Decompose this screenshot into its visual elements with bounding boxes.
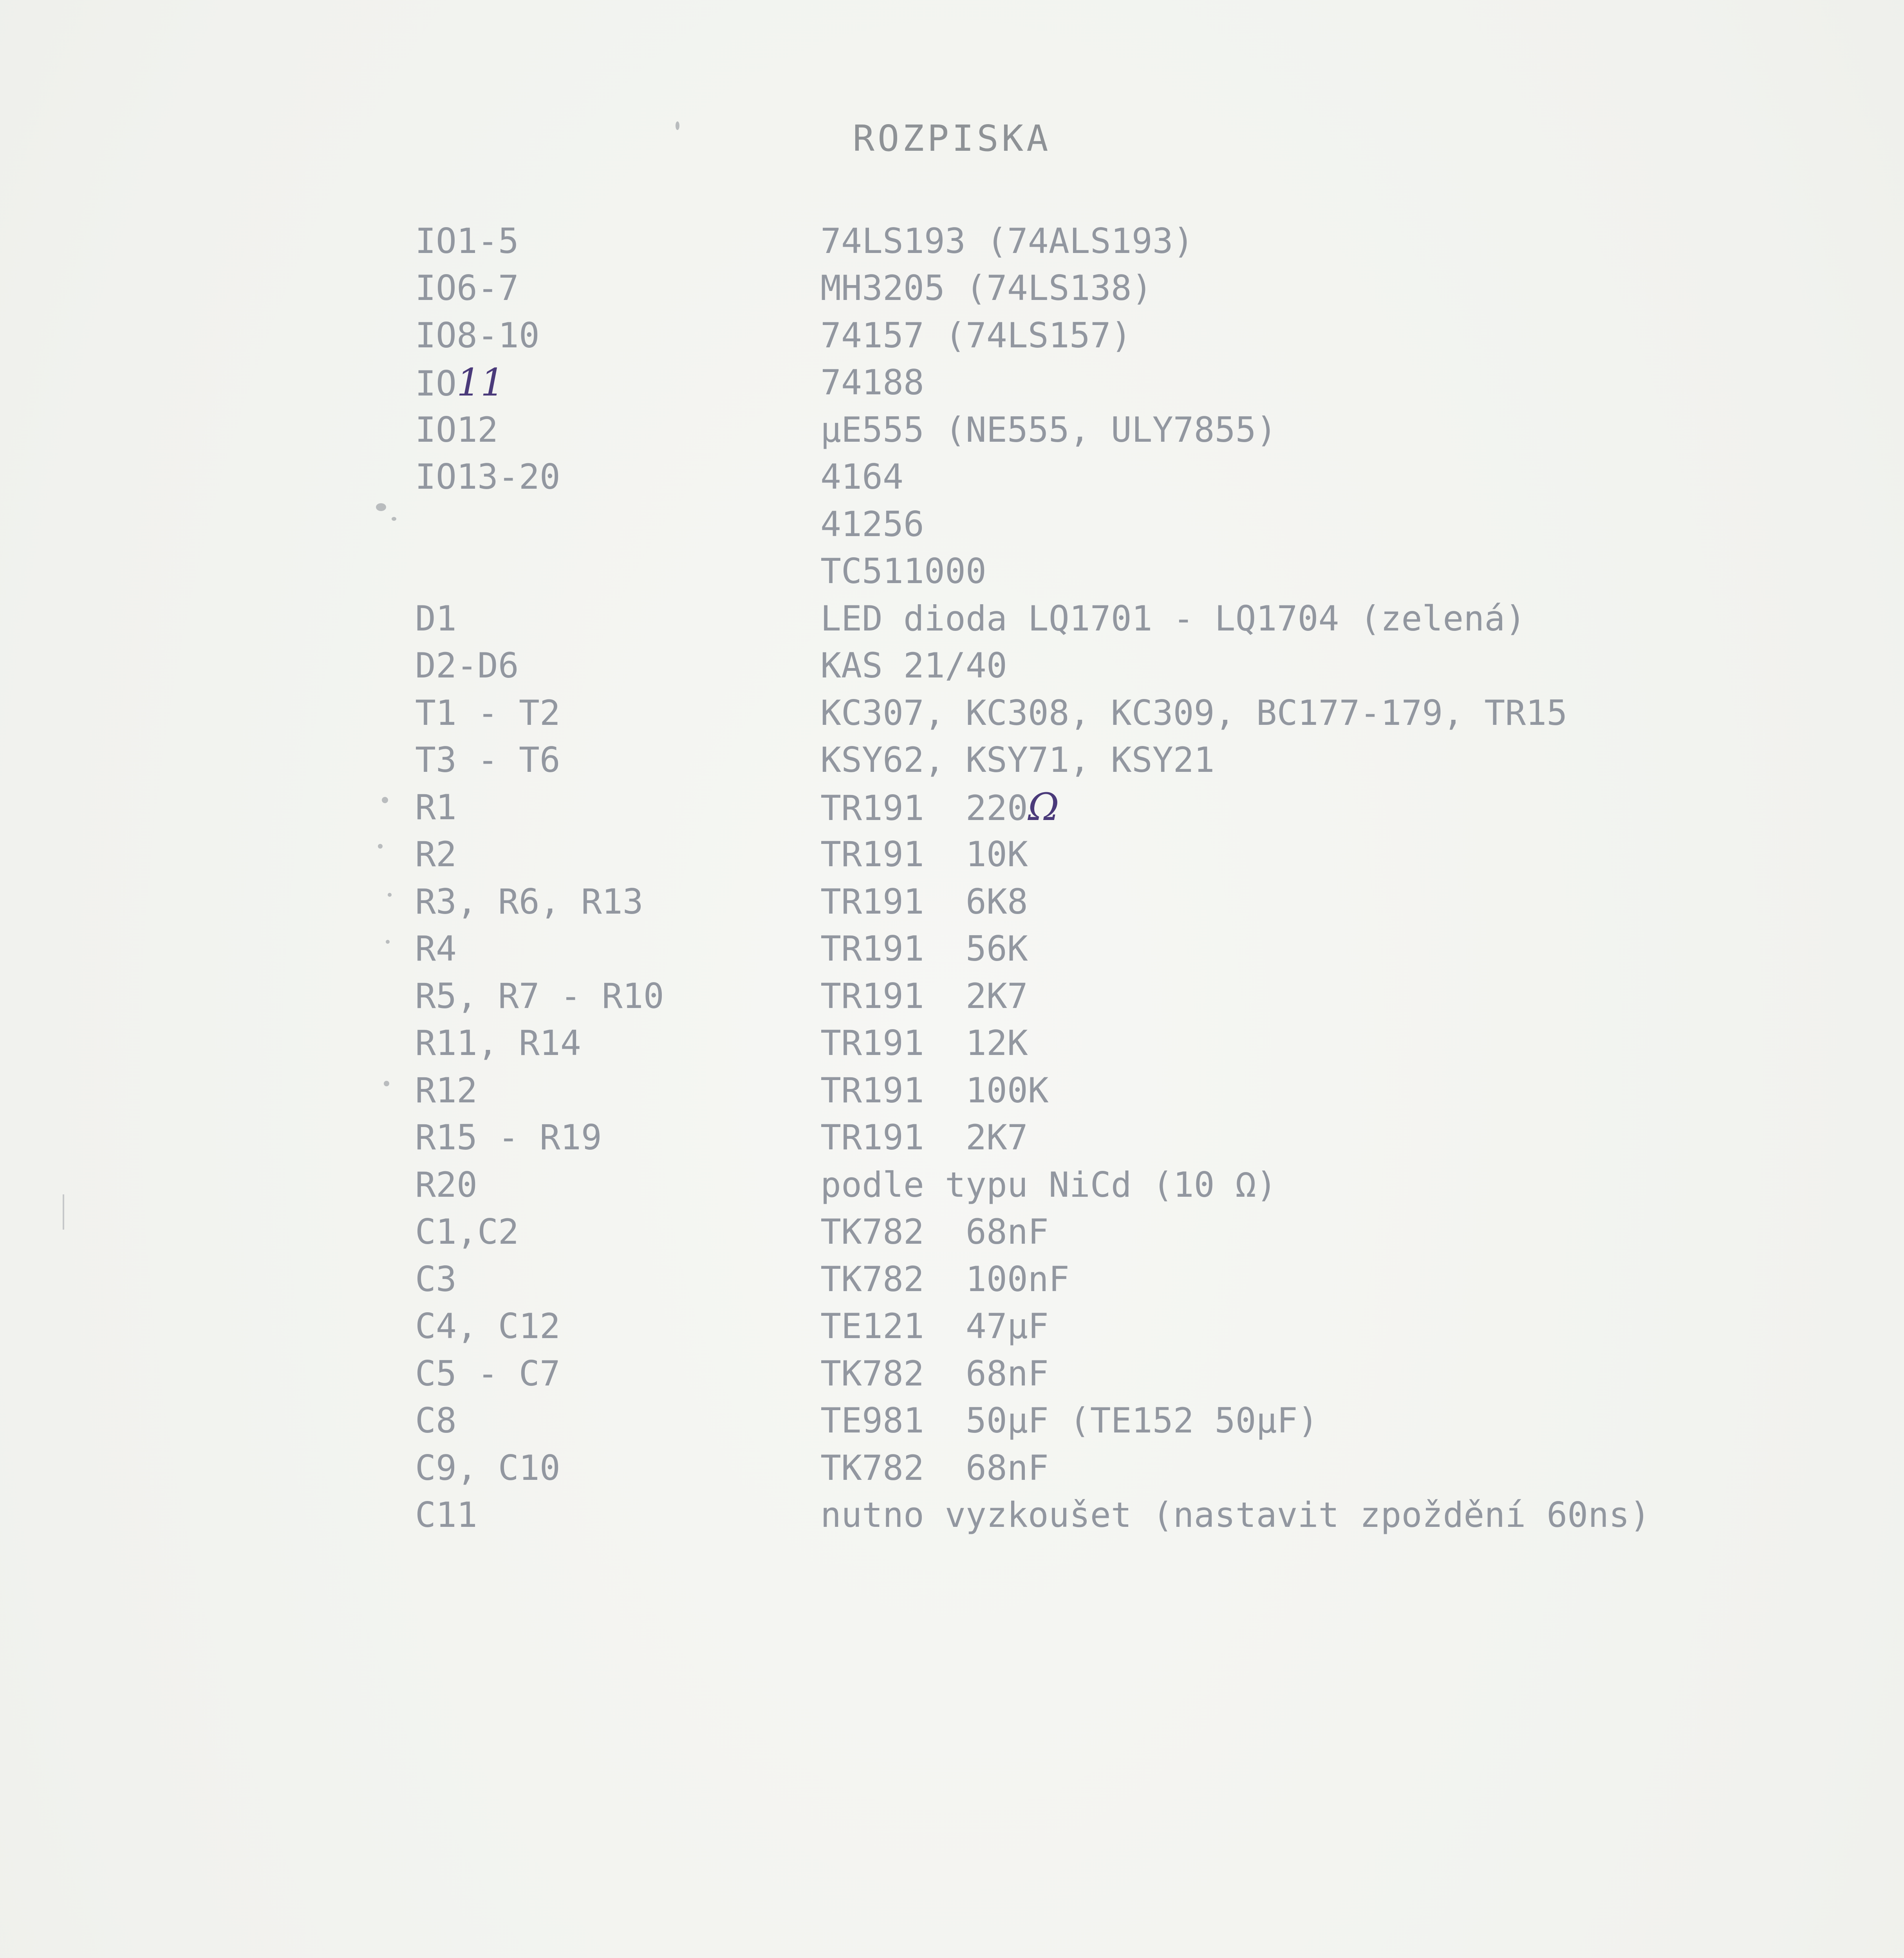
paper-speck — [382, 797, 388, 803]
part-value: TR191 100K — [820, 1070, 1049, 1111]
part-reference: C4, C12 — [415, 1306, 560, 1347]
parts-row — [415, 548, 1825, 595]
parts-row — [415, 312, 1825, 359]
part-reference: C3 — [415, 1259, 457, 1299]
part-reference: R2 — [415, 834, 457, 875]
margin-mark — [63, 1194, 64, 1230]
parts-row — [415, 878, 1825, 925]
part-value: nutno vyzkoušet (nastavit zpoždění 60ns) — [820, 1495, 1651, 1535]
part-value: MH3205 (74LS138) — [820, 268, 1153, 309]
part-reference-corrected — [415, 361, 820, 405]
parts-row — [415, 831, 1825, 878]
parts-row — [415, 784, 1825, 831]
part-reference: IO8-10 — [415, 315, 540, 356]
parts-row — [415, 689, 1825, 737]
parts-row — [415, 1397, 1825, 1445]
parts-row — [415, 595, 1825, 642]
parts-row — [415, 217, 1825, 265]
part-value: 4164 — [820, 457, 903, 497]
part-reference: D1 — [415, 598, 457, 639]
part-reference: C5 - C7 — [415, 1353, 560, 1394]
parts-row — [415, 453, 1825, 501]
paper-speck — [392, 517, 396, 521]
paper-speck — [676, 121, 679, 130]
parts-row — [415, 1161, 1825, 1208]
part-reference: R20 — [415, 1164, 477, 1205]
part-reference: D2-D6 — [415, 645, 519, 686]
part-value: TE121 47µF — [820, 1306, 1049, 1347]
parts-row — [415, 1020, 1825, 1067]
parts-list — [415, 217, 1825, 1539]
part-value: podle typu NiCd (10 Ω) — [820, 1164, 1277, 1205]
part-value: 74157 (74LS157) — [820, 315, 1132, 356]
part-value: KC307, KC308, KC309, BC177-179, TR15 — [820, 692, 1568, 733]
part-reference: T1 - T2 — [415, 692, 560, 733]
part-reference: R11, R14 — [415, 1023, 581, 1064]
document-title: ROZPISKA — [853, 117, 1051, 159]
part-reference: R3, R6, R13 — [415, 881, 643, 922]
part-value: TK782 68nF — [820, 1353, 1049, 1394]
paper-speck — [376, 503, 386, 511]
part-reference: R5, R7 - R10 — [415, 975, 664, 1016]
part-value: TR191 2K7 — [820, 1117, 1028, 1158]
part-reference-printed: IO — [415, 363, 457, 404]
part-reference: C1,C2 — [415, 1212, 519, 1252]
paper-speck — [386, 940, 390, 944]
part-value: TR191 6K8 — [820, 881, 1028, 922]
parts-row — [415, 1067, 1825, 1114]
parts-row — [415, 500, 1825, 548]
part-reference: C8 — [415, 1400, 457, 1441]
part-value: LED dioda LQ1701 - LQ1704 (zelená) — [820, 598, 1526, 639]
part-value: 74188 — [820, 362, 924, 403]
parts-row — [415, 359, 1825, 406]
part-value: KSY62, KSY71, KSY21 — [820, 740, 1215, 780]
part-value: TR191 2K7 — [820, 975, 1028, 1016]
part-value: TR191 12K — [820, 1023, 1028, 1064]
part-reference: C9, C10 — [415, 1447, 560, 1488]
part-value-printed: TR191 220 — [820, 788, 1028, 829]
part-reference: R4 — [415, 928, 457, 969]
parts-row — [415, 1303, 1825, 1350]
paper-speck — [378, 844, 383, 849]
part-value: TE981 50µF (TE152 50µF) — [820, 1400, 1319, 1441]
part-reference: IO12 — [415, 409, 498, 450]
part-value: TR191 10K — [820, 834, 1028, 875]
parts-row — [415, 1444, 1825, 1492]
part-reference: R15 - R19 — [415, 1117, 602, 1158]
part-value: TR191 56K — [820, 928, 1028, 969]
parts-row — [415, 737, 1825, 784]
part-value: TC511000 — [820, 551, 986, 592]
part-value: 41256 — [820, 504, 924, 544]
parts-row — [415, 642, 1825, 690]
part-value: µE555 (NE555, ULY7855) — [820, 409, 1277, 450]
paper-speck — [384, 1081, 389, 1086]
part-value-corrected — [820, 785, 1825, 829]
parts-row — [415, 972, 1825, 1020]
part-reference: R1 — [415, 787, 457, 827]
handwritten-ohm-symbol: Ω — [1028, 785, 1059, 829]
part-reference: R12 — [415, 1070, 477, 1111]
part-reference: IO6-7 — [415, 268, 519, 309]
parts-row — [415, 1492, 1825, 1539]
parts-row — [415, 925, 1825, 973]
part-value: TK782 68nF — [820, 1212, 1049, 1252]
part-value: KAS 21/40 — [820, 645, 1007, 686]
part-reference: C11 — [415, 1495, 477, 1535]
parts-row — [415, 265, 1825, 312]
paper-speck — [388, 893, 392, 897]
parts-row — [415, 406, 1825, 453]
part-value: TK782 68nF — [820, 1447, 1049, 1488]
part-reference: IO13-20 — [415, 457, 560, 497]
part-reference: T3 - T6 — [415, 740, 560, 780]
parts-row — [415, 1350, 1825, 1397]
part-value: 74LS193 (74ALS193) — [820, 220, 1194, 261]
part-value: TK782 100nF — [820, 1259, 1069, 1299]
parts-row — [415, 1114, 1825, 1161]
parts-row — [415, 1255, 1825, 1303]
handwritten-correction: 11 — [456, 360, 505, 405]
parts-row — [415, 1208, 1825, 1256]
part-reference: IO1-5 — [415, 220, 519, 261]
